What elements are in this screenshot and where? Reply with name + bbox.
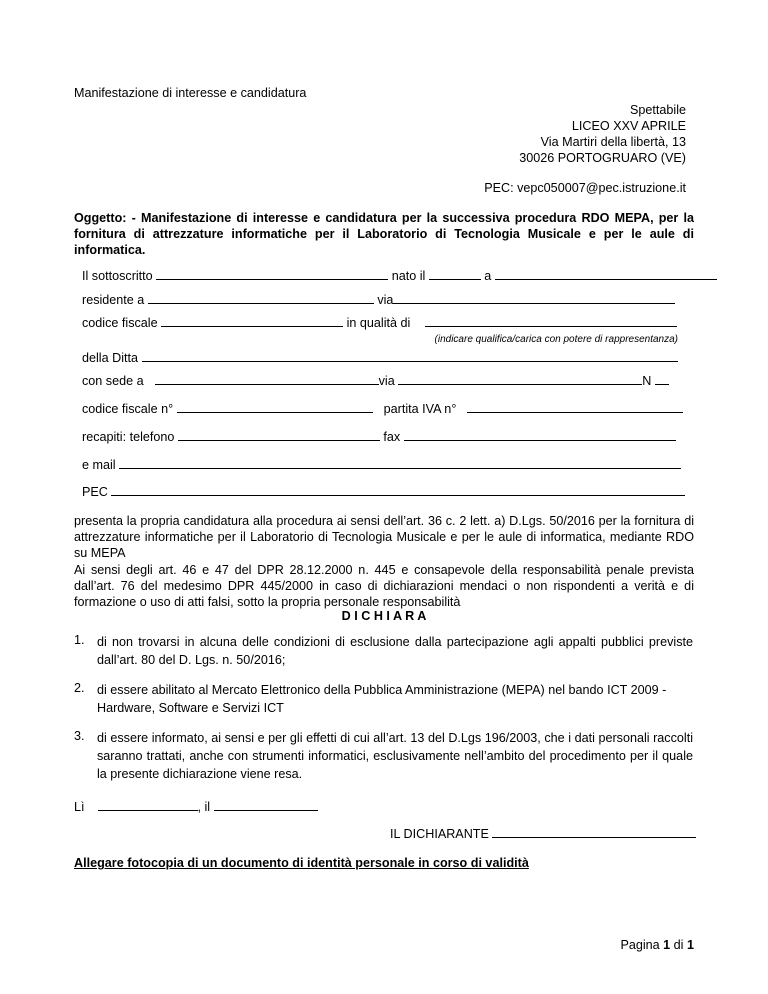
field-residente-a[interactable] — [148, 292, 374, 304]
form-row-email — [82, 457, 686, 472]
document-heading: Manifestazione di interesse e candidatura — [74, 86, 307, 100]
signature-row — [390, 826, 696, 841]
label-telefono: recapiti: telefono — [82, 430, 175, 444]
field-numero-civico[interactable] — [655, 373, 669, 385]
field-luogo-nascita[interactable] — [495, 268, 717, 280]
field-pec[interactable] — [111, 484, 685, 496]
attachment-note: Allegare fotocopia di un documento di identità personale in corso di validità — [74, 856, 529, 870]
place-date-row — [74, 799, 318, 814]
field-email[interactable] — [119, 457, 681, 469]
footer-pagina: Pagina — [620, 938, 660, 952]
label-via-sede: via — [378, 374, 395, 388]
item-text-3: di essere informato, ai sensi e per gli effetti di cui all’art. 13 del D.Lgs 196/2003, che i dati personali raccolti saranno trattati, anche con strumenti informatici, esclusivamente nell’ambito del procedimento per il quale la presente dichiarazione viene resa. — [97, 731, 693, 781]
label-residente-a: residente a — [82, 293, 145, 307]
label-fax: fax — [383, 430, 401, 444]
label-sottoscritto: Il sottoscritto — [82, 269, 153, 283]
field-nato-il[interactable] — [429, 268, 481, 280]
item-text-2: di essere abilitato al Mercato Elettronico della Pubblica Amministrazione (MEPA) nel bando ICT 2009 - Hardware, Software e Servizi ICT — [97, 683, 667, 715]
label-codice-fiscale-n: codice fiscale n° — [82, 402, 174, 416]
label-luogo: Lì — [74, 800, 85, 814]
form-row-codice-fiscale — [82, 315, 686, 330]
field-sottoscritto[interactable] — [156, 268, 388, 280]
field-codice-fiscale[interactable] — [161, 315, 343, 327]
subject-paragraph: Oggetto: - Manifestazione di interesse e candidatura per la successiva procedura RDO MEPA, per la fornitura di attrezzature informatiche per il Laboratorio di Tecnologia Musicale e per le aule di informatica. — [74, 211, 694, 257]
label-partita-iva: partita IVA n° — [383, 402, 457, 416]
form-row-sottoscritto — [82, 268, 686, 283]
field-data[interactable] — [214, 799, 318, 811]
item-number-3: 3. — [74, 729, 85, 743]
field-firma[interactable] — [492, 826, 696, 838]
field-ditta[interactable] — [142, 350, 678, 362]
candidatura-paragraph: presenta la propria candidatura alla procedura ai sensi dell’art. 36 c. 2 lett. a) D.Lgs. 50/2016 per la fornitura di attrezzature informatiche per il Laboratorio di Tecnologia Musicale e per le aule di informatica, mediante RDO su MEPA — [74, 514, 694, 560]
footer-page-number: 1 — [663, 938, 671, 952]
field-codice-fiscale-ditta[interactable] — [177, 401, 373, 413]
label-pec: PEC — [82, 485, 108, 499]
recipient-name: LICEO XXV APRILE — [571, 119, 686, 133]
label-data: , il — [197, 800, 211, 814]
item-text-1: di non trovarsi in alcuna delle condizioni di esclusione dalla partecipazione agli appalti pubblici previste dall’art. 80 del D. Lgs. n. 50/2016; — [97, 635, 693, 667]
label-nato-il: nato il — [391, 269, 426, 283]
responsabilita-paragraph: Ai sensi degli art. 46 e 47 del DPR 28.12.2000 n. 445 e consapevole della responsabilità penale prevista dall’art. 76 del medesimo DPR 445/2000 in caso di dichiarazioni mendaci o non rispondenti a verità e di formazione o uso di atti falsi, sotto la propria personale responsabilità — [74, 563, 694, 609]
label-numero: N — [642, 374, 652, 388]
field-via-sede[interactable] — [398, 373, 642, 385]
label-con-sede-a: con sede a — [82, 374, 144, 388]
qualifica-hint: (indicare qualifica/carica con potere di rappresentanza) — [434, 334, 678, 345]
dichiara-heading: D I C H I A R A — [341, 609, 427, 623]
item-number-1: 1. — [74, 633, 85, 647]
field-con-sede-a[interactable] — [155, 373, 379, 385]
recipient-city: 30026 PORTOGRUARO (VE) — [519, 151, 686, 165]
label-email: e mail — [82, 458, 116, 472]
recipient-salutation: Spettabile — [629, 103, 686, 117]
field-telefono[interactable] — [178, 429, 380, 441]
form-row-recapiti — [82, 429, 686, 444]
footer-page-total: 1 — [686, 938, 694, 952]
label-via: via — [377, 293, 394, 307]
form-row-residenza — [82, 292, 686, 307]
recipient-pec: PEC: vepc050007@pec.istruzione.it — [484, 181, 686, 195]
recipient-street: Via Martiri della libertà, 13 — [540, 135, 686, 149]
label-codice-fiscale: codice fiscale — [82, 316, 158, 330]
field-qualifica[interactable] — [425, 315, 677, 327]
field-fax[interactable] — [404, 429, 676, 441]
label-dichiarante: IL DICHIARANTE — [390, 827, 489, 841]
label-in-qualita-di: in qualità di — [346, 316, 411, 330]
label-della-ditta: della Ditta — [82, 351, 139, 365]
page-footer — [620, 938, 694, 952]
footer-di: di — [673, 938, 684, 952]
field-luogo[interactable] — [98, 799, 198, 811]
field-partita-iva[interactable] — [467, 401, 683, 413]
label-a: a — [484, 269, 492, 283]
form-row-pec — [82, 484, 686, 499]
item-number-2: 2. — [74, 681, 85, 695]
form-row-ditta — [82, 350, 686, 365]
field-via[interactable] — [393, 292, 675, 304]
form-row-sede — [82, 373, 686, 388]
form-row-cf-piva — [82, 401, 686, 416]
